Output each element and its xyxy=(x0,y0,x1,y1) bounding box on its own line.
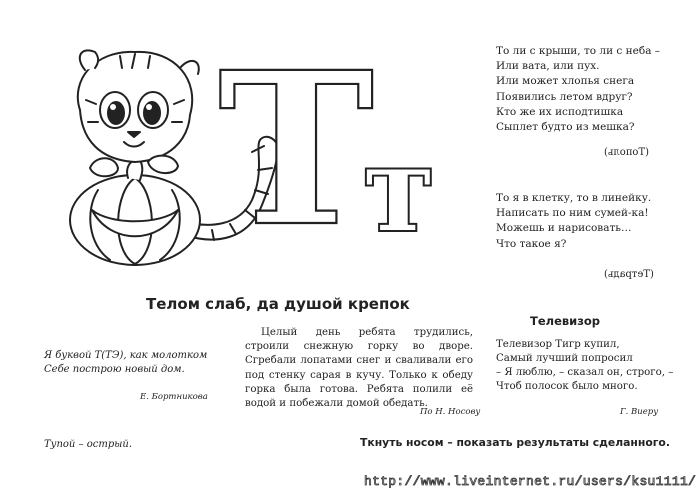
poem-line: Чтоб полосок было много. xyxy=(496,381,638,392)
letter-uppercase: Т xyxy=(218,26,375,273)
poem-line: Я буквой Т(ТЭ), как молотком xyxy=(44,350,208,361)
proverb: Ткнуть носом – показать результаты сделанного. xyxy=(360,436,670,449)
riddle-line: Или может хлопья снега xyxy=(496,75,635,88)
letter-lowercase: т xyxy=(362,119,437,260)
riddle-line: Написать по ним сумей-ка! xyxy=(496,207,649,220)
story-author: По Н. Носову xyxy=(420,407,481,417)
poem-right-title: Телевизор xyxy=(530,314,601,328)
riddle-1-answer: (Тополь) xyxy=(604,147,649,158)
riddle-line: Что такое я? xyxy=(496,237,567,250)
story-text xyxy=(245,326,473,411)
riddle-line: Кто же их исподтишка xyxy=(496,105,624,118)
story-title: Телом слаб, да душой крепок xyxy=(146,295,410,313)
riddle-line: То я в клетку, то в линейку. xyxy=(496,192,652,204)
poem-left-author: Е. Бортникова xyxy=(140,392,208,402)
riddle-line: Или вата, или пух. xyxy=(496,60,600,73)
riddle-1 xyxy=(496,44,660,135)
watermark-url: http://www.liveinternet.ru/users/ksu1111/ xyxy=(364,474,697,489)
poem-line: Телевизор Тигр купил, xyxy=(496,339,620,350)
riddle-line: Можешь и нарисовать… xyxy=(496,222,632,235)
riddle-line: Появились летом вдруг? xyxy=(496,90,633,103)
poem-right-author: Г. Виеру xyxy=(620,407,659,417)
riddle-2-answer: (Тетрадь) xyxy=(604,269,654,280)
story-body: Целый день ребята трудились, строили снежную горку во дворе. Сгребали лопатами снег и сваливали его под стенку сарая в кучу. Только к обеду горка была готова. Ребята полили её водой и побежали домой обедать. xyxy=(245,327,473,410)
riddle-line: Сыплет будто из мешка? xyxy=(496,121,635,134)
poem-line: Себе построю новый дом. xyxy=(44,364,185,375)
riddle-2 xyxy=(496,191,651,252)
poem-line: – Я люблю, – сказал он, строго, – xyxy=(496,367,674,378)
antonyms: Тупой – острый. xyxy=(44,439,132,450)
riddle-line: То ли с крыши, то ли с неба – xyxy=(496,45,661,57)
poem-right xyxy=(496,338,673,394)
poem-left xyxy=(44,349,207,377)
poem-line: Самый лучший попросил xyxy=(496,353,633,364)
